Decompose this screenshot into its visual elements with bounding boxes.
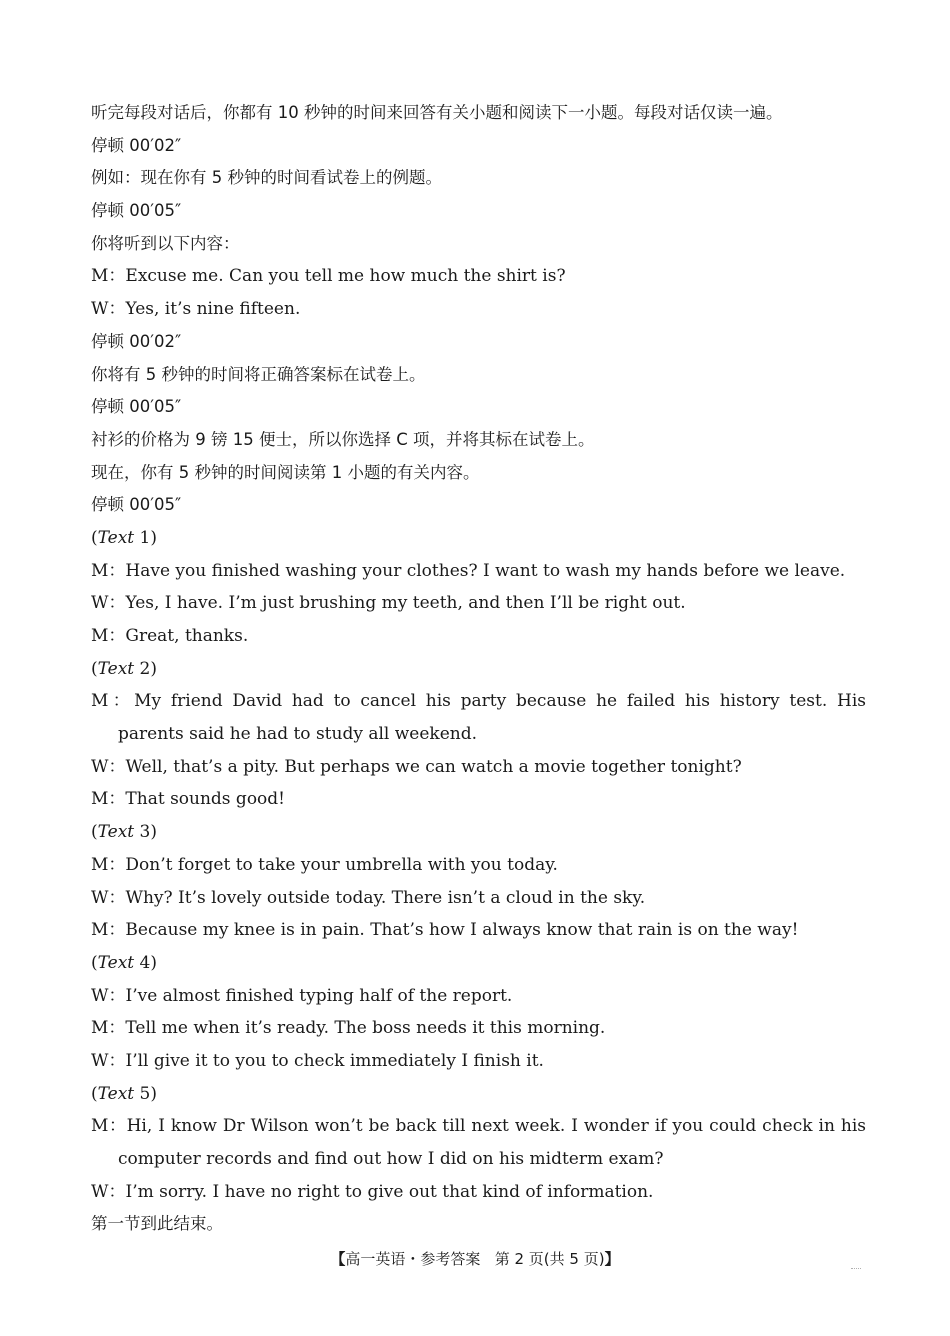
dialogue-line: M：Great, thanks. bbox=[91, 626, 249, 646]
text-label-word: Text bbox=[97, 1083, 135, 1104]
text-label-word: Text bbox=[97, 527, 135, 548]
text-label-word: Text bbox=[97, 658, 135, 679]
page-footer bbox=[0, 1249, 950, 1269]
instruction-line: 衬衫的价格为 9 镑 15 便士，所以你选择 C 项，并将其标在试卷上。 bbox=[91, 429, 595, 449]
text-label-number: 2 bbox=[139, 658, 151, 679]
dialogue-line: M：Hi, I know Dr Wilson won’t be back till next week. I wonder if you could check in his computer records and find out how I did on his midterm exam? bbox=[91, 1116, 866, 1170]
dialogue-line: M：That sounds good! bbox=[91, 789, 285, 810]
dialogue-line: M：Have you finished washing your clothes? I want to wash my hands before we leave. bbox=[91, 560, 846, 581]
footer-left-bracket: 【 bbox=[330, 1250, 346, 1268]
text-label-number: 3 bbox=[139, 822, 151, 843]
pause-line: 停顿 00′02″ bbox=[91, 135, 182, 155]
text-label-number: 1 bbox=[139, 527, 151, 548]
dialogue-line: M：Because my knee is in pain. That’s how I always know that rain is on the way! bbox=[91, 920, 799, 941]
transcript-page bbox=[91, 97, 866, 1241]
footer-subject: 高一英语・参考答案 bbox=[345, 1250, 481, 1268]
pause-line: 停顿 00′05″ bbox=[91, 397, 182, 417]
dialogue-line: W：Well, that’s a pity. But perhaps we can watch a movie together tonight? bbox=[91, 756, 742, 777]
text-label: (Text 5) bbox=[91, 1083, 158, 1104]
instruction-line: 你将听到以下内容： bbox=[91, 233, 240, 253]
dialogue-line: M：Excuse me. Can you tell me how much the shirt is? bbox=[91, 266, 566, 287]
dialogue-line: M：Tell me when it’s ready. The boss needs it this morning. bbox=[91, 1018, 606, 1039]
text-label: (Text 2) bbox=[91, 658, 158, 679]
dialogue-line: W：I’m sorry. I have no right to give out that kind of information. bbox=[91, 1181, 654, 1202]
text-label-word: Text bbox=[97, 952, 135, 973]
dialogue-line: W：Yes, it’s nine fifteen. bbox=[91, 299, 301, 320]
footer-page-number: 第 2 页(共 5 页) bbox=[494, 1250, 605, 1268]
text-label-word: Text bbox=[97, 822, 135, 843]
footer-right-bracket: 】 bbox=[604, 1250, 620, 1268]
text-label: (Text 3) bbox=[91, 822, 158, 843]
text-label: (Text 1) bbox=[91, 527, 158, 548]
section-end-note: 第一节到此结束。 bbox=[91, 1214, 223, 1234]
dialogue-line: W：I’ll give it to you to check immediately I finish it. bbox=[91, 1050, 544, 1071]
instruction-line: 现在，你有 5 秒钟的时间阅读第 1 小题的有关内容。 bbox=[91, 462, 480, 482]
instruction-line: 你将有 5 秒钟的时间将正确答案标在试卷上。 bbox=[91, 364, 426, 384]
text-label: (Text 4) bbox=[91, 952, 158, 973]
corner-mark bbox=[851, 1266, 861, 1269]
dialogue-line: W：I’ve almost finished typing half of the report. bbox=[91, 985, 513, 1006]
dialogue-line: M：My friend David had to cancel his party because he failed his history test. His parents said he had to study all weekend. bbox=[91, 691, 866, 745]
pause-line: 停顿 00′02″ bbox=[91, 331, 182, 351]
instruction-line: 例如：现在你有 5 秒钟的时间看试卷上的例题。 bbox=[91, 168, 442, 188]
text-label-number: 5 bbox=[139, 1083, 151, 1104]
dialogue-line: M：Don’t forget to take your umbrella with you today. bbox=[91, 854, 558, 875]
instruction-line: 听完每段对话后，你都有 10 秒钟的时间来回答有关小题和阅读下一小题。每段对话仅读一遍。 bbox=[91, 103, 783, 122]
dialogue-line: W：Yes, I have. I’m just brushing my teeth, and then I’ll be right out. bbox=[91, 593, 686, 614]
text-label-number: 4 bbox=[139, 952, 151, 973]
pause-line: 停顿 00′05″ bbox=[91, 201, 182, 221]
dialogue-line: W：Why? It’s lovely outside today. There isn’t a cloud in the sky. bbox=[91, 887, 646, 908]
pause-line: 停顿 00′05″ bbox=[91, 495, 182, 515]
